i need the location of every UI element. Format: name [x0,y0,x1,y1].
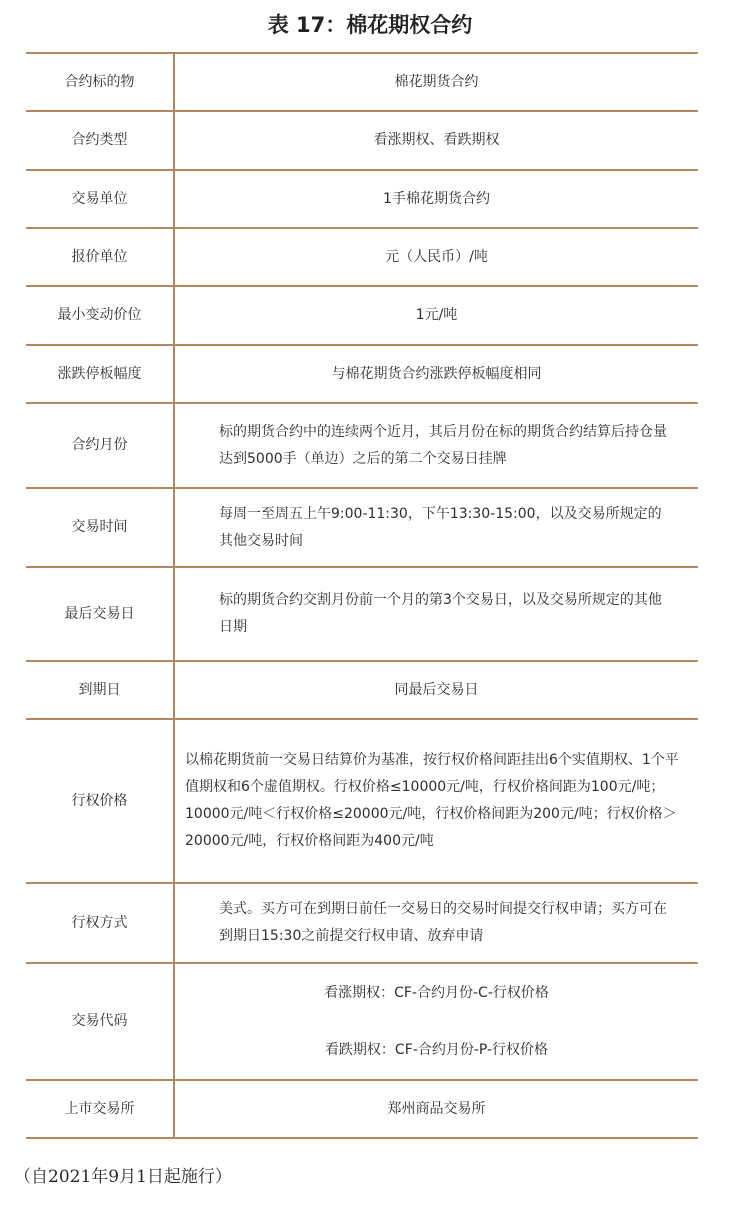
table-row [26,228,698,286]
row-label: 交易时间 [26,488,174,567]
call-code: 看涨期权：CF-合约月份-C-行权价格 [324,984,549,1001]
table-row [26,567,698,661]
row-value: 标的期货合约交割月份前一个月的第3个交易日，以及交易所规定的其他日期 [174,567,698,661]
row-label: 到期日 [26,661,174,719]
table-row [26,53,698,111]
row-label: 交易单位 [26,170,174,228]
table-row [26,1080,698,1138]
row-value: 1手棉花期货合约 [174,170,698,228]
row-value: 棉花期货合约 [174,53,698,111]
option-contract-table [26,52,698,1139]
table-row [26,286,698,345]
code-spacer [201,1007,672,1037]
table-row [26,719,698,883]
table-row [26,170,698,228]
row-label: 报价单位 [26,228,174,286]
row-value: 标的期货合约中的连续两个近月，其后月份在标的期货合约结算后持仓量达到5000手（单边）之后的第二个交易日挂牌 [174,403,698,488]
table-row [26,661,698,719]
row-value [174,963,698,1080]
row-value: 看涨期权、看跌期权 [174,111,698,170]
table-title: 表 17：棉花期权合约 [267,13,473,37]
row-label: 上市交易所 [26,1080,174,1138]
row-value: 同最后交易日 [174,661,698,719]
row-label: 行权方式 [26,883,174,963]
row-label: 行权价格 [26,719,174,883]
table-row [26,111,698,170]
row-label: 最小变动价位 [26,286,174,345]
row-value: 美式。买方可在到期日前任一交易日的交易时间提交行权申请；买方可在到期日15:30之前提交行权申请、放弃申请 [174,883,698,963]
table-row [26,488,698,567]
effective-date-note: （自2021年9月1日起施行） [14,1167,232,1187]
row-label: 合约月份 [26,403,174,488]
row-value: 与棉花期货合约涨跌停板幅度相同 [174,345,698,403]
row-label: 最后交易日 [26,567,174,661]
put-code: 看跌期权：CF-合约月份-P-行权价格 [324,1041,549,1058]
table-row [26,345,698,403]
row-value: 郑州商品交易所 [174,1080,698,1138]
row-label: 合约标的物 [26,53,174,111]
table-row [26,963,698,1080]
row-label: 涨跌停板幅度 [26,345,174,403]
table-row [26,403,698,488]
row-value: 元（人民币）/吨 [174,228,698,286]
row-label: 合约类型 [26,111,174,170]
row-label: 交易代码 [26,963,174,1080]
row-value: 1元/吨 [174,286,698,345]
table-row [26,883,698,963]
row-value: 以棉花期货前一交易日结算价为基准，按行权价格间距挂出6个实值期权、1个平值期权和6个虚值期权。行权价格≤10000元/吨，行权价格间距为100元/吨；10000元/吨＜行权价格≤20000元/吨，行权价格间距为200元/吨；行权价格＞20000元/吨，行权价格间距为400元/吨 [174,719,698,883]
row-value: 每周一至周五上午9:00-11:30，下午13:30-15:00，以及交易所规定的其他交易时间 [174,488,698,567]
